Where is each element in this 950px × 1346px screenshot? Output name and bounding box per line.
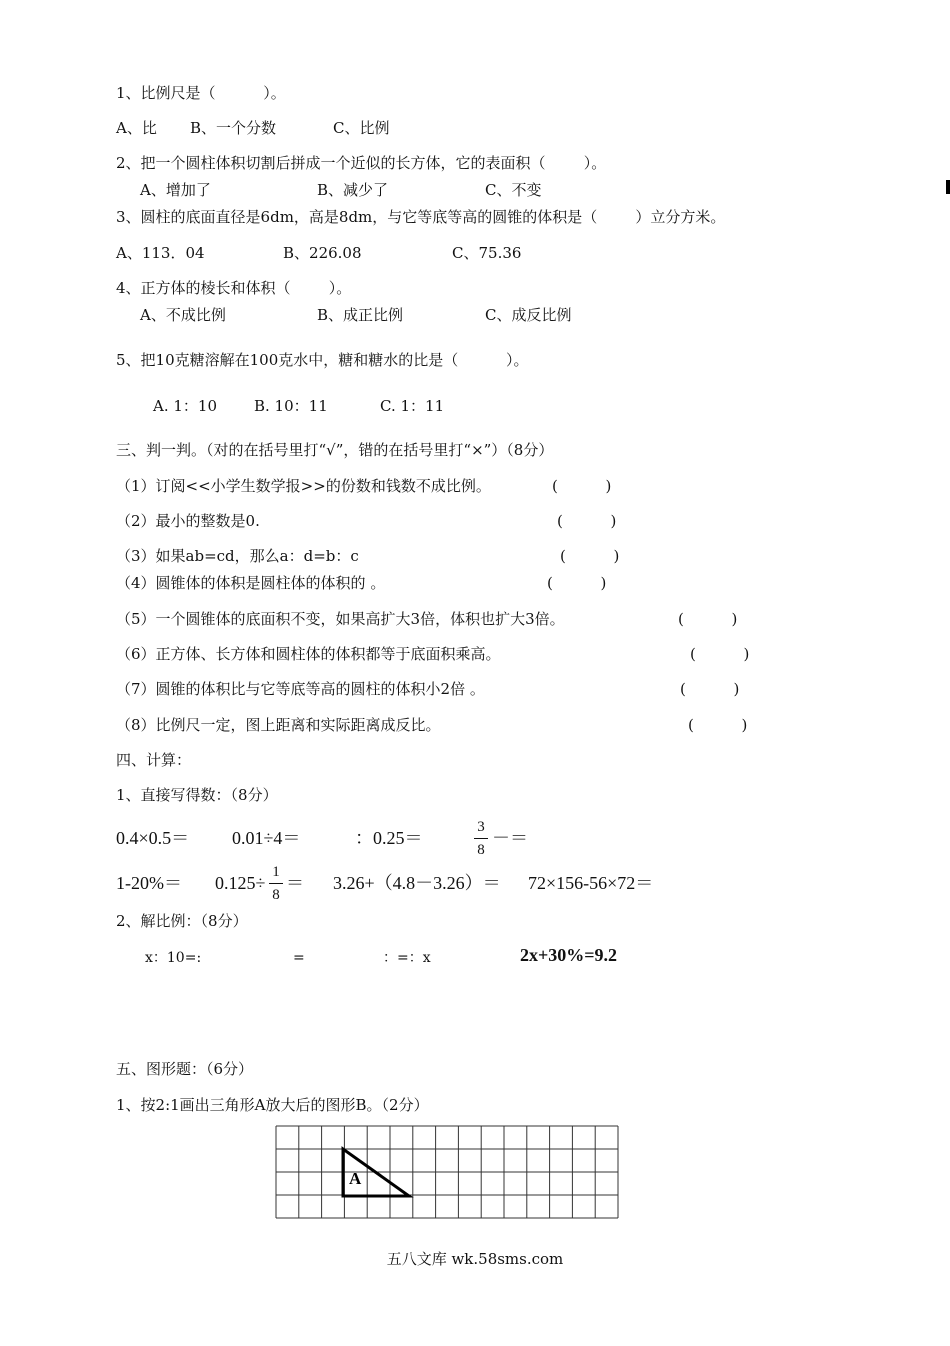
q4-option-a: A、不成比例 xyxy=(140,306,226,324)
calc-r2-e3: 3.26+（4.8－3.26）＝ xyxy=(333,873,501,893)
shape-heading: 五、图形题：（6分） xyxy=(116,1060,254,1078)
calc-r2-e4: 72×156-56×72＝ xyxy=(528,873,654,893)
prop-3: ：=：x xyxy=(383,950,431,966)
judge-paren-7[interactable]: ( ) xyxy=(680,680,740,698)
calc-r1-fraction xyxy=(474,818,488,859)
footer-text: 五八文库 wk.58sms.com xyxy=(386,1250,564,1268)
shape-sub1: 1、按2:1画出三角形A放大后的图形B。（2分） xyxy=(116,1096,429,1114)
calc-r2-e1: 1-20%＝ xyxy=(116,873,182,893)
fraction-bar xyxy=(474,838,488,839)
judge-paren-8[interactable]: ( ) xyxy=(688,716,748,734)
q4-option-b: B、成正比例 xyxy=(317,306,404,324)
q1-option-b: B、一个分数 xyxy=(190,119,277,137)
q3-option-c: C、75.36 xyxy=(452,244,522,262)
calc-heading: 四、计算： xyxy=(116,751,192,769)
judge-paren-6[interactable]: ( ) xyxy=(690,645,750,663)
judge-item-8: （8）比例尺一定，图上距离和实际距离成反比。 xyxy=(116,716,441,734)
calc-r1-e3: ：0.25＝ xyxy=(355,828,423,848)
prop-4: 2x+30%=9.2 xyxy=(520,945,618,965)
q1-stem: 1、比例尺是（ ）。 xyxy=(116,84,286,102)
q3-option-b: B、226.08 xyxy=(283,244,362,262)
q4-stem: 4、正方体的棱长和体积（ ）。 xyxy=(116,279,352,297)
calc-sub1: 1、直接写得数：（8分） xyxy=(116,786,278,804)
fraction-denominator: 8 xyxy=(477,842,485,858)
calc-sub2: 2、解比例：（8分） xyxy=(116,912,248,930)
fraction-numerator: 1 xyxy=(272,864,280,880)
fraction-numerator: 3 xyxy=(477,819,485,835)
q5-option-a: A. 1：10 xyxy=(153,397,217,415)
calc-r1-e4: －＝ xyxy=(492,828,528,848)
edge-mark xyxy=(946,180,950,194)
grid-lines xyxy=(276,1126,618,1218)
judge-item-3: （3）如果ab=cd，那么a：d=b：c xyxy=(116,547,359,565)
triangle-label: A xyxy=(349,1169,362,1188)
q2-option-b: B、减少了 xyxy=(317,181,389,199)
judge-item-7: （7）圆锥的体积比与它等底等高的圆柱的体积小2倍 。 xyxy=(116,680,485,698)
q1-option-a: A、比 xyxy=(116,119,157,137)
judge-item-1: （1）订阅<<小学生数学报>>的份数和钱数不成比例。 xyxy=(116,477,491,495)
fraction-denominator: 8 xyxy=(272,887,280,903)
judge-paren-5[interactable]: ( ) xyxy=(678,610,738,628)
q3-stem: 3、圆柱的底面直径是6dm，高是8dm，与它等底等高的圆锥的体积是（ ）立分方米。 xyxy=(116,208,726,226)
fraction-bar xyxy=(269,883,283,884)
judge-paren-2[interactable]: ( ) xyxy=(557,512,617,530)
q5-stem: 5、把10克糖溶解在100克水中，糖和糖水的比是（ ）。 xyxy=(116,351,529,369)
calc-r2-e2b: ＝ xyxy=(286,873,304,893)
judge-item-6: （6）正方体、长方体和圆柱体的体积都等于底面积乘高。 xyxy=(116,645,501,663)
q4-option-c: C、成反比例 xyxy=(485,306,572,324)
judge-paren-1[interactable]: ( ) xyxy=(552,477,612,495)
judge-item-5: （5）一个圆锥体的底面积不变，如果高扩大3倍，体积也扩大3倍。 xyxy=(116,610,565,628)
calc-r2-fraction xyxy=(269,863,283,904)
q2-stem: 2、把一个圆柱体积切割后拼成一个近似的长方体，它的表面积（ ）。 xyxy=(116,154,607,172)
calc-r1-e2: 0.01÷4＝ xyxy=(232,828,301,848)
q2-option-a: A、增加了 xyxy=(140,181,211,199)
judge-paren-4[interactable]: ( ) xyxy=(547,574,607,592)
calc-r1-e1: 0.4×0.5＝ xyxy=(116,828,190,848)
q5-option-b: B. 10：11 xyxy=(254,397,328,415)
q5-option-c: C. 1：11 xyxy=(380,397,445,415)
judge-paren-3[interactable]: ( ) xyxy=(560,547,620,565)
drawing-grid[interactable] xyxy=(275,1125,619,1221)
prop-1: x：10=: xyxy=(145,950,202,966)
judge-item-4: （4）圆锥体的体积是圆柱体的体积的 。 xyxy=(116,574,386,592)
prop-2: = xyxy=(293,950,305,966)
judge-item-2: （2）最小的整数是0. xyxy=(116,512,260,530)
judge-heading: 三、判一判。（对的在括号里打“√”，错的在括号里打“×”）（8分） xyxy=(116,441,554,459)
calc-r2-e2a: 0.125÷ xyxy=(215,873,266,893)
q3-option-a: A、113．04 xyxy=(116,244,205,262)
q2-option-c: C、不变 xyxy=(485,181,542,199)
q1-option-c: C、比例 xyxy=(333,119,390,137)
